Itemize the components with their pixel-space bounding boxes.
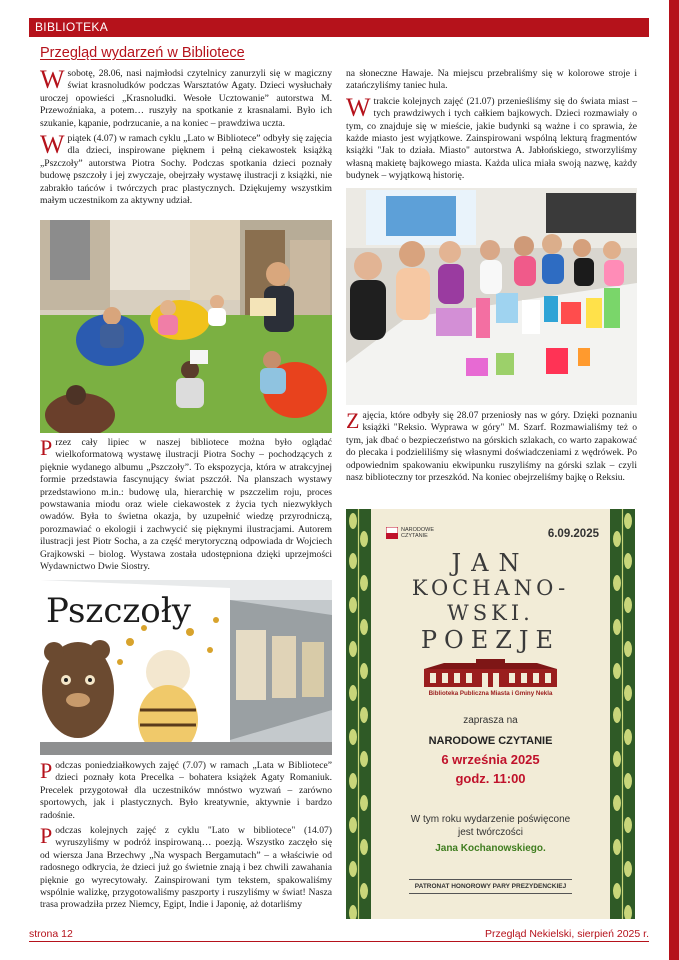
poster-library-name: Biblioteka Publiczna Miasta i Gminy Nekla [428,690,553,697]
poster-date: 6.09.2025 [547,528,599,540]
logo-line: NARODOWE [401,527,434,533]
paragraph-text: odczas poniedziałkowych zajęć (7.07) w ramach „Lata w Bibliotece” dzieci poznały kota Precelka – bohatera książek Agaty Romaniuk. Precelek przygotował dla uczestników mnóstwo wyzwań – zarówno sportowych, jak i plastycznych. Było kreatywnie, aktywnie i bardzo radośnie. [40,760,332,821]
drop-cap: Z [346,408,360,433]
paragraph-bergamuty [40,825,332,912]
poster-right-ornament [610,509,635,919]
narodowe-czytanie-logo-icon [386,527,398,539]
poster-title-line: POEZJE [420,626,561,654]
poster-patronage: PATRONAT HONOROWY PARY PREZYDENCKIEJ [409,879,572,894]
paragraph-text: piątek (4.07) w ramach cyklu „Lato w Bibliotece” odbyły się zajęcia dla dzieci, inspirowane pięknem i pełną ciekawostek książką „Pszczoły” autorstwa Piotra Sochy. Podczas spotkania dzieci poznały budowę pszczoły i jej zwyczaje, obejrzały wystawę ilustracji z książki, nie zabrakło tańców i twórczych prac plastycznych. Dziękujemy wszystkim małym uczestnikom za aktywny udział. [40,133,332,207]
drop-cap: W [40,130,65,160]
narodowe-czytanie-logo-text [401,527,434,539]
right-page-rail [669,0,679,960]
photo-bee-exhibition [40,580,332,755]
paragraph-reksio [346,410,637,484]
photo-city-model [346,188,637,405]
page-number: strona 12 [29,928,73,940]
article-headline: Przegląd wydarzeń w Bibliotece [40,45,245,61]
drop-cap: P [40,823,53,849]
photo-children-reading [40,220,332,433]
poster-event-name: NARODOWE CZYTANIE [428,735,553,747]
right-top-text [346,68,637,186]
left-bottom-text [40,760,332,915]
poster-event-date: 6 września 2025 [441,752,540,767]
exhibit-sign: Pszczoły [46,591,191,631]
poster-description: jest twórczości [457,827,523,838]
poster-description: W tym roku wydarzenie poświęcone [410,814,571,825]
poster-title-line: KOCHANO- [411,576,570,600]
paragraph-wystawa [40,437,332,573]
paragraph-text: trakcie kolejnych zajęć (21.07) przenieśliśmy się do świata miast – tych prawdziwych i tych całkiem bajkowych. Dzieci rozmawiały o tym, co znajduje się w mieście, jakie budynki są ważne i co sprawia, że każde miasto jest wyjątkowe. Zainspirowani wspólną lekturą fragmentów książki "Jak to działa. Miasto" autorstwa A. Jabłońskiego, stworzyliśmy własną makietę bajkowego miasta. Każda ulica miała swoją nazwę, każdy budynek – wyjątkową historię. [346,95,637,182]
paragraph-miasto [346,92,637,183]
library-building-icon [424,659,557,687]
poster-author: Jana Kochanowskiego. [435,843,546,854]
left-top-text [40,65,332,210]
poster-title-line: JAN [451,549,530,577]
paragraph-text: odczas kolejnych zajęć z cyklu "Lato w bibliotece" (14.07) wyruszyliśmy w podróż inspirowaną… poezją. Wszystko zaczęło się od wiersza Jana Brzechwy „Na wyspach Bergamutach” – a właściwie od radosnego odkrycia, że dzieci już go świetnie znają i bez chwili zawahania pięknie go wyrecytowały. Zainspirowani tym tekstem, spakowaliśmy wspólnie walizkę, przygotowaliśmy paszporty i ruszyliśmy w świat! Nasza trasa prowadziła przez Niemcy, Egipt, Indie i Japonię, aż dotarliśmy [40,825,332,911]
drop-cap: W [40,65,65,94]
paragraph-text: ajęcia, które odbyły się 28.07 przeniosły nas w góry. Dzięki poznaniu książki "Reksio. Wyprawa w góry" M. Szarf. Rozmawialiśmy też o tym, jak dbać o bezpieczeństwo na górskich szlakach, co warto zapakować do plecaka i podzieliliśmy się własnymi doświadczeniami z wędrówek. Po odpowiednim spakowaniu ekwipunku ruszyliśmy na górski szlak – czyli nasz biblioteczny tor przeszkód. Na koniec obejrzeliśmy bajkę o Reksiu. [346,410,637,484]
paragraph-pszczoly-zajecia [40,130,332,207]
paragraph-krasnoludki [40,65,332,130]
poster-left-ornament [346,509,371,919]
paragraph-text: rzez cały lipiec w naszej bibliotece można było oglądać wielkoformatową wystawę ilustracji Piotra Sochy – pochodzących z pięknie wydanego albumu „Pszczoły”. To ekspozycja, która w atrakcyjnej formie przedstawia fascynujący świat pszczół. Na planszach wystawy przedstawiono m.in.: budowę ula, hierarchię w pszczelim roju, proces powstawania miodu oraz wiele ciekawostek z życia tych niezwykłych owadów. Była to świetna okazja, by uzupełnić wiedzę przyrodniczą, porozmawiać o ekologii i zachwycić się pięknymi ilustracjami. Autorem ilustracji jest Piotr Socha, a za część merytoryczną odpowiada dr Wojciech Grajkowski – biolog. Wystawa została udostępniona dzięki uprzejmości Wydawnictwo Dwie Siostry. [40,437,332,573]
section-header-bar [29,18,649,37]
paragraph-precelek [40,760,332,822]
drop-cap: P [40,435,53,460]
logo-line: CZYTANIE [401,533,428,539]
paragraph-hawaje [346,68,637,93]
paragraph-text: sobotę, 28.06, nasi najmłodsi czytelnicy zanurzyli się w magiczny świat krasnoludków podczas Warsztatów Agaty. Dzieci wysłuchały uroczej opowieści „Krasnoludki. Wesołe Ucztowanie” autorstwa M. Przewoźniaka, a potem… ruszyły na spotkanie z krasnalami. Było ich szukanie, kąpanie, podrzucanie, a na koniec – prawdziwa uczta. [40,68,332,129]
poster-event-time: godz. 11:00 [455,771,526,786]
poster-invites: zaprasza na [463,715,518,726]
footer-rule [29,941,649,942]
drop-cap: W [346,92,371,122]
publication-info: Przegląd Nekielski, sierpień 2025 r. [484,928,649,940]
left-middle-text [40,437,332,576]
section-label: BIBLIOTEKA [35,20,109,34]
right-middle-text [346,410,637,487]
poster-narodowe-czytanie [346,509,635,919]
paragraph-text: na słoneczne Hawaje. Na miejscu przebraliśmy się w kolorowe stroje i zatańczyliśmy taniec hula. [346,68,637,92]
drop-cap: P [40,758,53,783]
poster-title-line: WSKI. [447,601,534,625]
